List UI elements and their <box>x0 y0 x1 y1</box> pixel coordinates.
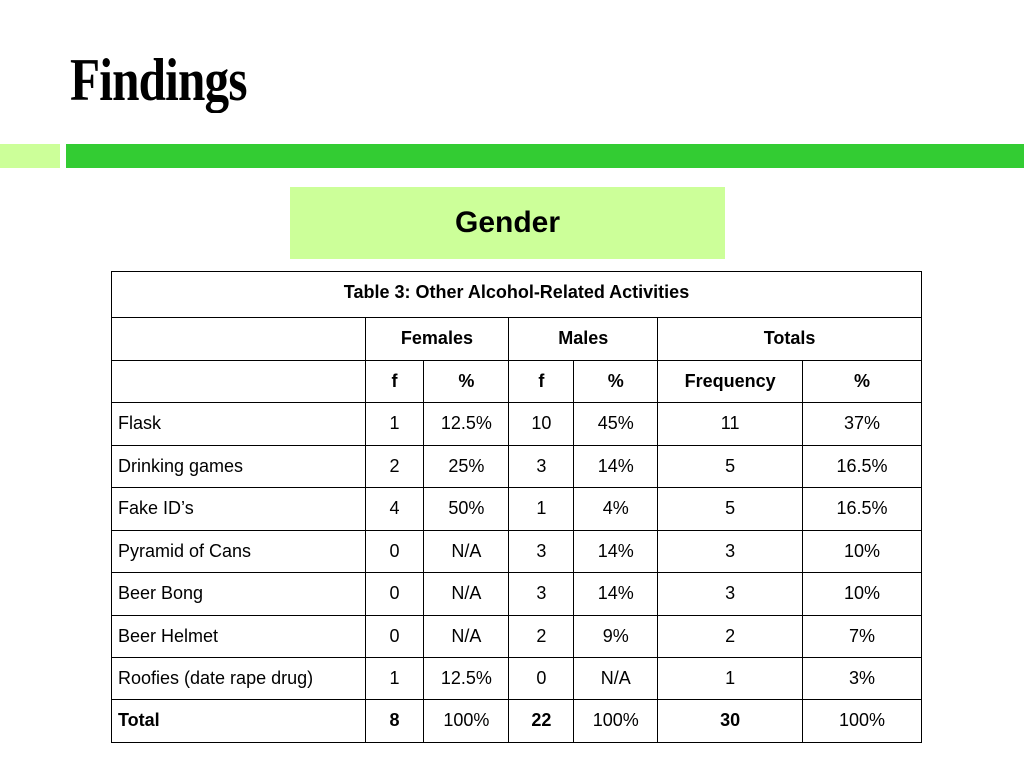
row-label: Roofies (date rape drug) <box>112 657 366 699</box>
table-cell: 3 <box>509 530 574 572</box>
table-cell: 1 <box>658 657 803 699</box>
table-cell: 5 <box>658 445 803 487</box>
alcohol-activities-table <box>111 271 922 743</box>
table-cell: 11 <box>658 403 803 445</box>
table-cell: 3 <box>658 573 803 615</box>
table-row <box>112 573 922 615</box>
group-header-totals: Totals <box>658 318 922 360</box>
table-row <box>112 445 922 487</box>
row-label: Drinking games <box>112 445 366 487</box>
subheader-cell: f <box>365 360 424 402</box>
accent-bar-light <box>0 144 60 168</box>
table-cell: 0 <box>509 657 574 699</box>
subheader-cell: % <box>574 360 658 402</box>
total-cell: 100% <box>803 700 922 743</box>
empty-header-cell <box>112 318 366 360</box>
table-row <box>112 403 922 445</box>
table-cell: 0 <box>365 530 424 572</box>
row-label: Beer Bong <box>112 573 366 615</box>
table-cell: 50% <box>424 488 509 530</box>
accent-bar-green <box>66 144 1024 168</box>
table-cell: 10 <box>509 403 574 445</box>
table-caption-row <box>112 272 922 318</box>
total-label: Total <box>112 700 366 743</box>
table-cell: 16.5% <box>803 445 922 487</box>
table-row <box>112 657 922 699</box>
table-cell: 10% <box>803 573 922 615</box>
table-cell: 12.5% <box>424 657 509 699</box>
subheader-cell: Frequency <box>658 360 803 402</box>
table-cell: 3 <box>658 530 803 572</box>
total-cell: 22 <box>509 700 574 743</box>
table-row <box>112 488 922 530</box>
table-row <box>112 530 922 572</box>
total-cell: 100% <box>424 700 509 743</box>
empty-subheader-cell <box>112 360 366 402</box>
table-cell: 2 <box>509 615 574 657</box>
table-cell: 0 <box>365 615 424 657</box>
row-label: Beer Helmet <box>112 615 366 657</box>
table-row <box>112 615 922 657</box>
table-cell: 2 <box>658 615 803 657</box>
table-cell: N/A <box>424 615 509 657</box>
group-header-males: Males <box>509 318 658 360</box>
table-cell: 1 <box>365 403 424 445</box>
table-cell: 14% <box>574 445 658 487</box>
table-cell: 14% <box>574 530 658 572</box>
table-cell: N/A <box>424 573 509 615</box>
total-cell: 30 <box>658 700 803 743</box>
table-cell: 7% <box>803 615 922 657</box>
table-cell: 3% <box>803 657 922 699</box>
subheader-cell: % <box>424 360 509 402</box>
table-cell: 37% <box>803 403 922 445</box>
table-caption: Table 3: Other Alcohol-Related Activities <box>112 272 922 318</box>
total-row <box>112 700 922 743</box>
table-cell: 5 <box>658 488 803 530</box>
table-cell: 14% <box>574 573 658 615</box>
gender-label: Gender <box>290 187 725 259</box>
table-cell: N/A <box>574 657 658 699</box>
slide-title: Findings <box>70 47 247 113</box>
table-cell: 3 <box>509 445 574 487</box>
table-cell: 9% <box>574 615 658 657</box>
subheader-row <box>112 360 922 402</box>
group-header-row <box>112 318 922 360</box>
table-cell: 45% <box>574 403 658 445</box>
subheader-cell: f <box>509 360 574 402</box>
table-cell: N/A <box>424 530 509 572</box>
table-cell: 12.5% <box>424 403 509 445</box>
row-label: Pyramid of Cans <box>112 530 366 572</box>
table-cell: 3 <box>509 573 574 615</box>
table-cell: 0 <box>365 573 424 615</box>
table-cell: 25% <box>424 445 509 487</box>
total-cell: 100% <box>574 700 658 743</box>
group-header-females: Females <box>365 318 509 360</box>
row-label: Fake ID’s <box>112 488 366 530</box>
table-cell: 10% <box>803 530 922 572</box>
table-cell: 4% <box>574 488 658 530</box>
table-cell: 1 <box>509 488 574 530</box>
row-label: Flask <box>112 403 366 445</box>
table-cell: 1 <box>365 657 424 699</box>
subheader-cell: % <box>803 360 922 402</box>
total-cell: 8 <box>365 700 424 743</box>
table-cell: 4 <box>365 488 424 530</box>
table-cell: 2 <box>365 445 424 487</box>
table-cell: 16.5% <box>803 488 922 530</box>
